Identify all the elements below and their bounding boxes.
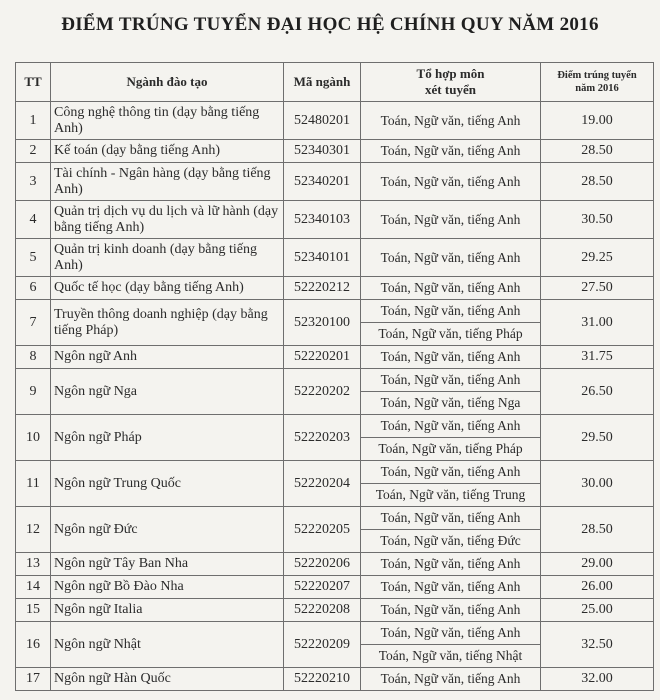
program-code: 52220210 [284, 668, 361, 691]
program-code: 52220207 [284, 576, 361, 599]
header-score-line2: năm 2016 [575, 83, 619, 94]
table-body [16, 102, 654, 691]
table-row [16, 140, 654, 163]
program-code: 52220208 [284, 599, 361, 622]
subject-combination: Toán, Ngữ văn, tiếng Anh [361, 622, 541, 645]
table-row [16, 461, 654, 484]
header-score [541, 63, 654, 102]
admission-score: 29.25 [541, 239, 654, 277]
row-number: 5 [16, 239, 51, 277]
subject-combination: Toán, Ngữ văn, tiếng Anh [361, 102, 541, 140]
table-row [16, 576, 654, 599]
table-row [16, 277, 654, 300]
admission-score: 26.00 [541, 576, 654, 599]
subject-combination: Toán, Ngữ văn, tiếng Anh [361, 668, 541, 691]
table-row [16, 553, 654, 576]
footer-note [15, 690, 653, 700]
row-number: 7 [16, 300, 51, 346]
program-name: Quản trị dịch vụ du lịch và lữ hành (dạy bằng tiếng Anh) [51, 201, 284, 239]
subject-combination: Toán, Ngữ văn, tiếng Pháp [361, 323, 541, 346]
program-name: Ngôn ngữ Nhật [51, 622, 284, 668]
program-code: 52220205 [284, 507, 361, 553]
program-name: Truyền thông doanh nghiệp (dạy bằng tiếng Pháp) [51, 300, 284, 346]
table-row [16, 163, 654, 201]
subject-combination: Toán, Ngữ văn, tiếng Anh [361, 239, 541, 277]
subject-combination: Toán, Ngữ văn, tiếng Anh [361, 599, 541, 622]
program-code: 52220201 [284, 346, 361, 369]
table-row [16, 369, 654, 392]
program-code: 52220209 [284, 622, 361, 668]
row-number: 9 [16, 369, 51, 415]
subject-combination: Toán, Ngữ văn, tiếng Anh [361, 461, 541, 484]
subject-combination: Toán, Ngữ văn, tiếng Anh [361, 163, 541, 201]
program-code: 52220204 [284, 461, 361, 507]
subject-combination: Toán, Ngữ văn, tiếng Nhật [361, 645, 541, 668]
admission-score: 28.50 [541, 140, 654, 163]
subject-combination: Toán, Ngữ văn, tiếng Anh [361, 277, 541, 300]
program-name: Ngôn ngữ Nga [51, 369, 284, 415]
header-combo-line2: xét tuyển [425, 82, 476, 97]
row-number: 15 [16, 599, 51, 622]
subject-combination: Toán, Ngữ văn, tiếng Nga [361, 392, 541, 415]
table-row [16, 622, 654, 645]
admission-score: 32.50 [541, 622, 654, 668]
subject-combination: Toán, Ngữ văn, tiếng Anh [361, 201, 541, 239]
header-score-line1: Điểm trúng tuyển [557, 70, 637, 81]
row-number: 17 [16, 668, 51, 691]
admission-score: 32.00 [541, 668, 654, 691]
admission-score: 19.00 [541, 102, 654, 140]
admission-score: 30.00 [541, 461, 654, 507]
row-number: 16 [16, 622, 51, 668]
table-row [16, 102, 654, 140]
program-code: 52340101 [284, 239, 361, 277]
admission-score: 25.00 [541, 599, 654, 622]
subject-combination: Toán, Ngữ văn, tiếng Pháp [361, 438, 541, 461]
program-name: Quản trị kinh doanh (dạy bằng tiếng Anh) [51, 239, 284, 277]
subject-combination: Toán, Ngữ văn, tiếng Anh [361, 415, 541, 438]
row-number: 1 [16, 102, 51, 140]
table-header-row [16, 63, 654, 102]
program-name: Tài chính - Ngân hàng (dạy bằng tiếng Anh) [51, 163, 284, 201]
row-number: 6 [16, 277, 51, 300]
admission-scores-table [15, 62, 654, 691]
table-row [16, 239, 654, 277]
program-name: Ngôn ngữ Tây Ban Nha [51, 553, 284, 576]
table-row [16, 599, 654, 622]
subject-combination: Toán, Ngữ văn, tiếng Anh [361, 369, 541, 392]
row-number: 13 [16, 553, 51, 576]
subject-combination: Toán, Ngữ văn, tiếng Trung [361, 484, 541, 507]
subject-combination: Toán, Ngữ văn, tiếng Anh [361, 140, 541, 163]
admission-score: 31.75 [541, 346, 654, 369]
page-title: ĐIỂM TRÚNG TUYỂN ĐẠI HỌC HỆ CHÍNH QUY NĂM 2016 [61, 14, 599, 35]
admission-score: 31.00 [541, 300, 654, 346]
table-row [16, 201, 654, 239]
program-name: Quốc tế học (dạy bằng tiếng Anh) [51, 277, 284, 300]
row-number: 10 [16, 415, 51, 461]
row-number: 12 [16, 507, 51, 553]
row-number: 8 [16, 346, 51, 369]
table-row [16, 507, 654, 530]
program-name: Ngôn ngữ Pháp [51, 415, 284, 461]
table-row [16, 668, 654, 691]
program-code: 52320100 [284, 300, 361, 346]
subject-combination: Toán, Ngữ văn, tiếng Anh [361, 507, 541, 530]
subject-combination: Toán, Ngữ văn, tiếng Anh [361, 346, 541, 369]
program-name: Kế toán (dạy bằng tiếng Anh) [51, 140, 284, 163]
admission-score: 30.50 [541, 201, 654, 239]
admission-score: 29.50 [541, 415, 654, 461]
program-name: Ngôn ngữ Bồ Đào Nha [51, 576, 284, 599]
program-code: 52220206 [284, 553, 361, 576]
program-code: 52340301 [284, 140, 361, 163]
admission-score: 27.50 [541, 277, 654, 300]
program-code: 52480201 [284, 102, 361, 140]
program-name: Ngôn ngữ Trung Quốc [51, 461, 284, 507]
row-number: 14 [16, 576, 51, 599]
program-name: Công nghệ thông tin (dạy bằng tiếng Anh) [51, 102, 284, 140]
program-code: 52220202 [284, 369, 361, 415]
header-combo-line1: Tổ hợp môn [416, 66, 485, 81]
program-code: 52340201 [284, 163, 361, 201]
header-program: Ngành đào tạo [51, 63, 284, 102]
row-number: 3 [16, 163, 51, 201]
table-row [16, 346, 654, 369]
header-code: Mã ngành [284, 63, 361, 102]
row-number: 11 [16, 461, 51, 507]
admission-score: 28.50 [541, 507, 654, 553]
admission-score: 29.00 [541, 553, 654, 576]
program-name: Ngôn ngữ Đức [51, 507, 284, 553]
program-code: 52220203 [284, 415, 361, 461]
admission-score: 28.50 [541, 163, 654, 201]
program-name: Ngôn ngữ Italia [51, 599, 284, 622]
subject-combination: Toán, Ngữ văn, tiếng Anh [361, 300, 541, 323]
row-number: 4 [16, 201, 51, 239]
subject-combination: Toán, Ngữ văn, tiếng Đức [361, 530, 541, 553]
admission-score: 26.50 [541, 369, 654, 415]
subject-combination: Toán, Ngữ văn, tiếng Anh [361, 576, 541, 599]
program-name: Ngôn ngữ Hàn Quốc [51, 668, 284, 691]
program-code: 52220212 [284, 277, 361, 300]
header-combo [361, 63, 541, 102]
table-row [16, 300, 654, 323]
row-number: 2 [16, 140, 51, 163]
program-name: Ngôn ngữ Anh [51, 346, 284, 369]
program-code: 52340103 [284, 201, 361, 239]
table-row [16, 415, 654, 438]
header-tt: TT [16, 63, 51, 102]
subject-combination: Toán, Ngữ văn, tiếng Anh [361, 553, 541, 576]
